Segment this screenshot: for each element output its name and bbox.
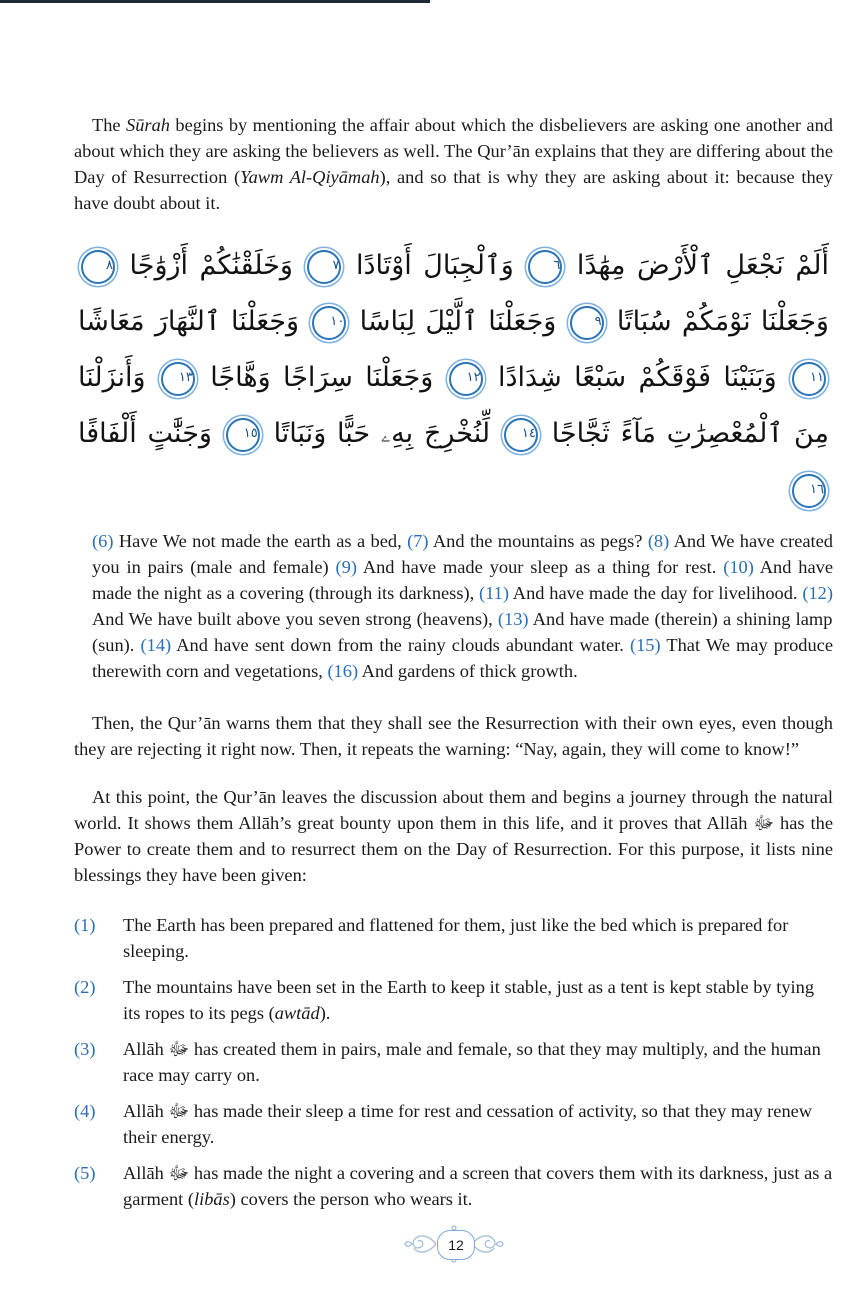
intro-text-3: ), and so that is why they are asking about it: because they have doubt about it. xyxy=(74,167,833,213)
quran-verses xyxy=(74,238,833,518)
verse-number: (16) xyxy=(327,661,359,681)
page-number: 12 xyxy=(437,1230,475,1260)
verse-translation: And have sent down from the rainy clouds abundant water. xyxy=(171,635,630,655)
ayah-marker: ٨ xyxy=(81,250,115,284)
verse-text: وَجَعَلْنَا ٱلنَّهَارَ مَعَاشًا xyxy=(78,306,300,337)
verse-text: وَبَنَيْنَا فَوْقَكُمْ سَبْعًا شِدَادًا xyxy=(497,362,777,393)
blessings-intro-paragraph: At this point, the Qur’ān leaves the discussion about them and begins a journey through the natural world. It shows them Allāh’s great bounty upon them in this life, and it proves that Allāh ﷻ has the Power to create them and to resurrect them on the Day of Resurrection. For this purpose, it lists nine blessings they have been given: xyxy=(74,787,833,885)
verse-text: وَجَعَلْنَا نَوْمَكُمْ سُبَاتًا xyxy=(616,306,829,337)
item-text-main: Allāh ﷻ has made their sleep a time for rest and cessation of activity, so that they may renew their energy. xyxy=(123,1101,813,1147)
translation-block xyxy=(92,528,833,684)
item-text xyxy=(123,1160,833,1212)
verse-translation: Have We not made the earth as a bed, xyxy=(113,531,408,551)
verse-translation: And have made your sleep as a thing for rest. xyxy=(356,557,724,577)
list-item xyxy=(74,912,833,964)
item-number: (1) xyxy=(74,915,96,935)
surah-term: Sūrah xyxy=(126,115,170,135)
verse-number: (15) xyxy=(629,635,661,655)
verse-number: (11) xyxy=(479,583,509,603)
item-term: awtād xyxy=(274,1003,320,1023)
ayah-marker: ١٥ xyxy=(226,418,260,452)
verse-number: (9) xyxy=(335,557,357,577)
verse-text: وَجَعَلْنَا ٱلَّيْلَ لِبَاسًا xyxy=(359,306,557,337)
verse-text: وَجَنَّٰتٍ أَلْفَافًا xyxy=(78,418,212,449)
yawm-term: Yawm Al-Qiyāmah xyxy=(240,167,380,187)
verse-number: (7) xyxy=(407,531,429,551)
ayah-marker: ١٠ xyxy=(312,306,346,340)
verse-text: لِّنُخْرِجَ بِهِۦ حَبًّا وَنَبَاتًا xyxy=(273,418,491,449)
ayah-marker: ١٣ xyxy=(161,362,195,396)
ayah-marker: ١١ xyxy=(792,362,826,396)
verse-number: (8) xyxy=(647,531,670,551)
verse-translation: That We may produce therewith corn and vegetations, xyxy=(92,635,833,681)
item-number: (4) xyxy=(74,1101,96,1121)
item-number: (5) xyxy=(74,1163,96,1183)
verse-translation: And have made the day for livelihood. xyxy=(509,583,803,603)
list-item xyxy=(74,1098,833,1150)
intro-text-1: The xyxy=(92,115,127,135)
item-text xyxy=(123,1036,833,1088)
verse-translation: And We have built above you seven strong (heavens), xyxy=(92,609,498,629)
intro-paragraph xyxy=(74,112,833,216)
ayah-marker: ٦ xyxy=(528,250,562,284)
verse-translation: And the mountains as pegs? xyxy=(428,531,648,551)
verse-text: أَلَمْ نَجْعَلِ ٱلْأَرْضَ مِهَٰدًا xyxy=(576,250,830,281)
item-text xyxy=(123,974,833,1026)
item-text xyxy=(123,912,833,964)
list-item xyxy=(74,974,833,1026)
verse-text: وَجَعَلْنَا سِرَاجًا وَهَّاجًا xyxy=(210,362,434,393)
item-term: libās xyxy=(193,1189,230,1209)
ayah-marker: ٩ xyxy=(570,306,604,340)
intro-text-2: begins by mentioning the affair about which the disbelievers are asking one another and about which they are asking the believers as well. The Qur’ān explains that they are differing about the Day of Resurrection ( xyxy=(74,115,833,187)
top-rule xyxy=(0,0,430,3)
verse-number: (13) xyxy=(497,609,529,629)
verse-translation: And have made (therein) a shining lamp (sun). xyxy=(92,609,833,655)
ayah-marker: ٧ xyxy=(307,250,341,284)
ayah-marker: ١٢ xyxy=(449,362,483,396)
list-item xyxy=(74,1160,833,1212)
ayah-marker: ١٦ xyxy=(792,474,826,508)
list-item xyxy=(74,1036,833,1088)
item-text-main: Allāh ﷻ has created them in pairs, male and female, so that they may multiply, and the human race may carry on. xyxy=(123,1039,821,1085)
item-text-main: The mountains have been set in the Earth to keep it stable, just as a tent is kept stable by tying its ropes to its pegs ( xyxy=(123,977,815,1023)
verse-text: وَٱلْجِبَالَ أَوْتَادًا xyxy=(355,250,514,281)
item-text-main: The Earth has been prepared and flattened for them, just like the bed which is prepared for sleeping. xyxy=(123,915,789,961)
page-number-badge xyxy=(402,1222,506,1266)
item-text-main: Allāh ﷻ has made the night a covering and a screen that covers them with its darkness, just as a garment ( xyxy=(123,1163,833,1209)
item-text-tail: ) covers the person who wears it. xyxy=(229,1189,473,1209)
item-text xyxy=(123,1098,833,1150)
verse-number: (10) xyxy=(723,557,754,577)
verse-text: وَأَنزَلْنَا مِنَ ٱلْمُعْصِرَٰتِ مَآءً ثَجَّاجًا xyxy=(78,362,829,449)
item-number: (3) xyxy=(74,1039,96,1059)
page-content xyxy=(74,112,833,1222)
ayah-marker: ١٤ xyxy=(504,418,538,452)
verse-number: (6) xyxy=(92,531,114,551)
verse-translation: And have made the night as a covering (through its darkness), xyxy=(92,557,833,603)
verse-text: وَخَلَقْنَٰكُمْ أَزْوَٰجًا xyxy=(129,250,293,281)
verse-translation: And gardens of thick growth. xyxy=(358,661,578,681)
verse-number: (14) xyxy=(140,635,172,655)
item-text-tail: ). xyxy=(319,1003,331,1023)
item-number: (2) xyxy=(74,977,96,997)
blessings-list xyxy=(74,912,833,1212)
verse-number: (12) xyxy=(802,583,833,603)
verse-translation: And We have created you in pairs (male and female) xyxy=(92,531,833,577)
warning-paragraph: Then, the Qur’ān warns them that they shall see the Resurrection with their own eyes, even though they are rejecting it right now. Then, it repeats the warning: “Nay, again, they will come to know!” xyxy=(74,713,833,759)
